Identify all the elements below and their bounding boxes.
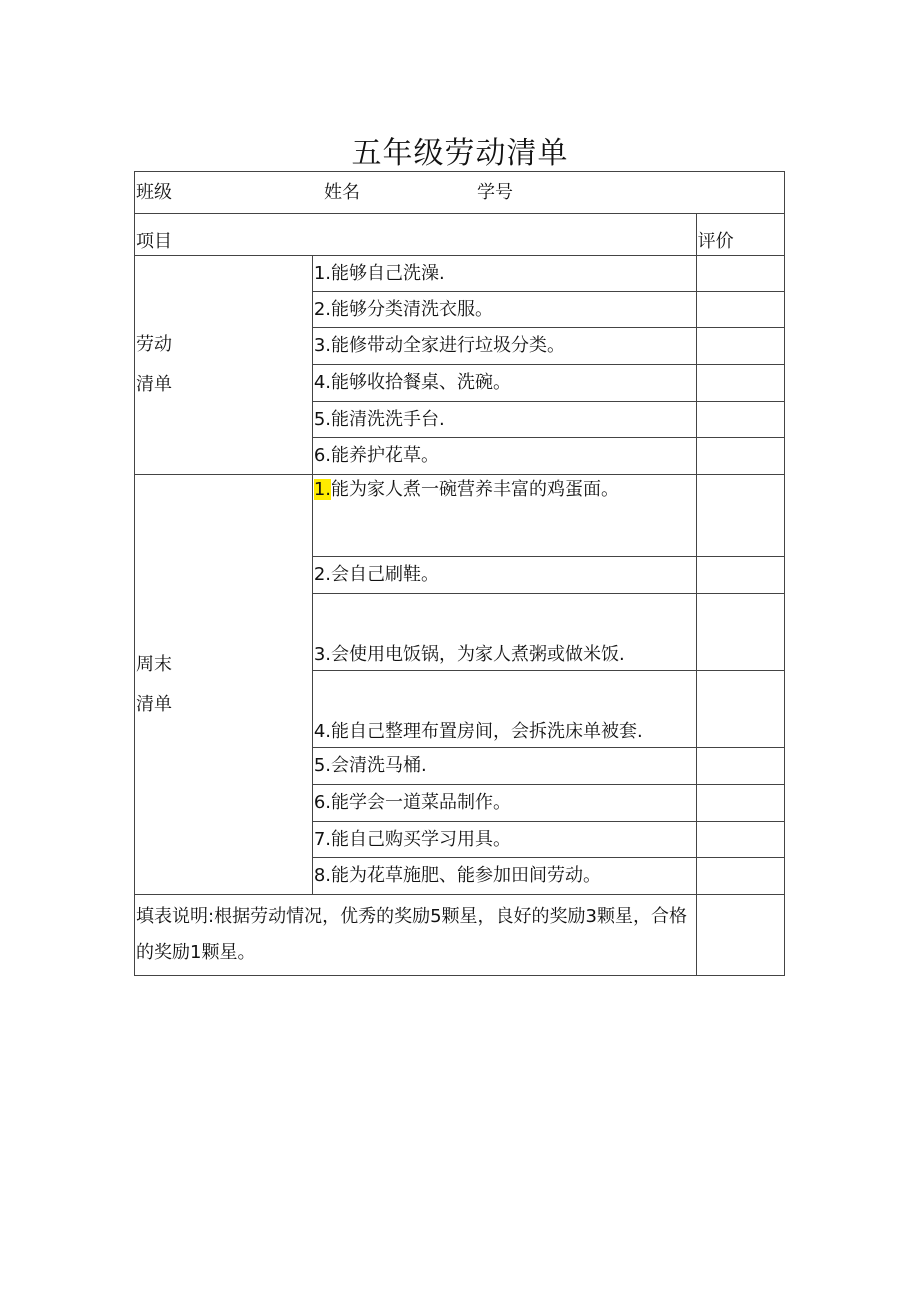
- evaluation-header: 评价: [696, 214, 784, 256]
- student-info-row: [135, 172, 785, 214]
- item-header: 项目: [135, 214, 697, 256]
- header-row: [135, 214, 785, 256]
- evaluation-cell[interactable]: [696, 365, 784, 402]
- checklist-item: [312, 475, 696, 557]
- checklist-item: 2.会自己刷鞋。: [312, 557, 696, 594]
- category-label: 清单: [136, 374, 172, 395]
- instructions-note: 填表说明:根据劳动情况，优秀的奖励5颗星，良好的奖励3颗星，合格的奖励1颗星。: [135, 895, 697, 976]
- class-label: 班级: [136, 181, 172, 203]
- labor-checklist-table: [134, 171, 785, 976]
- evaluation-cell[interactable]: [696, 858, 784, 895]
- student-id-label: 学号: [477, 181, 513, 203]
- category-label: 清单: [136, 693, 172, 715]
- evaluation-cell[interactable]: [696, 292, 784, 328]
- checklist-item: 8.能为花草施肥、能参加田间劳动。: [312, 858, 696, 895]
- evaluation-cell[interactable]: [696, 671, 784, 748]
- evaluation-cell[interactable]: [696, 475, 784, 557]
- evaluation-cell[interactable]: [696, 402, 784, 438]
- table-row: [135, 475, 785, 557]
- evaluation-cell[interactable]: [696, 557, 784, 594]
- checklist-item: 3.能修带动全家进行垃圾分类。: [312, 328, 696, 365]
- weekend-list-category: [135, 475, 313, 895]
- category-label: 劳动: [136, 334, 172, 355]
- evaluation-cell[interactable]: [696, 256, 784, 292]
- checklist-item: 1.能够自己洗澡.: [312, 256, 696, 292]
- checklist-item: 6.能养护花草。: [312, 438, 696, 475]
- checklist-item: 5.能清洗洗手台.: [312, 402, 696, 438]
- checklist-item: 4.能够收拾餐桌、洗碗。: [312, 365, 696, 402]
- checklist-item: 4.能自己整理布置房间，会拆洗床单被套.: [312, 671, 696, 748]
- highlighted-number: 1.: [313, 479, 331, 500]
- evaluation-cell[interactable]: [696, 438, 784, 475]
- evaluation-cell[interactable]: [696, 748, 784, 785]
- student-info-cell: [135, 172, 785, 214]
- checklist-item: 5.会清洗马桶.: [312, 748, 696, 785]
- page-title: 五年级劳动清单: [351, 136, 569, 171]
- table-row: [135, 256, 785, 292]
- name-label: 姓名: [324, 181, 360, 203]
- evaluation-cell[interactable]: [696, 594, 784, 671]
- evaluation-cell[interactable]: [696, 822, 784, 858]
- labor-list-category: [135, 256, 313, 475]
- evaluation-cell[interactable]: [696, 328, 784, 365]
- evaluation-cell[interactable]: [696, 785, 784, 822]
- evaluation-cell[interactable]: [696, 895, 784, 976]
- checklist-item: 3.会使用电饭锅，为家人煮粥或做米饭.: [312, 594, 696, 671]
- checklist-item: 2.能够分类清洗衣服。: [312, 292, 696, 328]
- checklist-item: 7.能自己购买学习用具。: [312, 822, 696, 858]
- category-label: 周末: [136, 653, 172, 675]
- checklist-item: 6.能学会一道菜品制作。: [312, 785, 696, 822]
- checklist-item-text: 能为家人煮一碗营养丰富的鸡蛋面。: [331, 479, 619, 500]
- note-row: [135, 895, 785, 976]
